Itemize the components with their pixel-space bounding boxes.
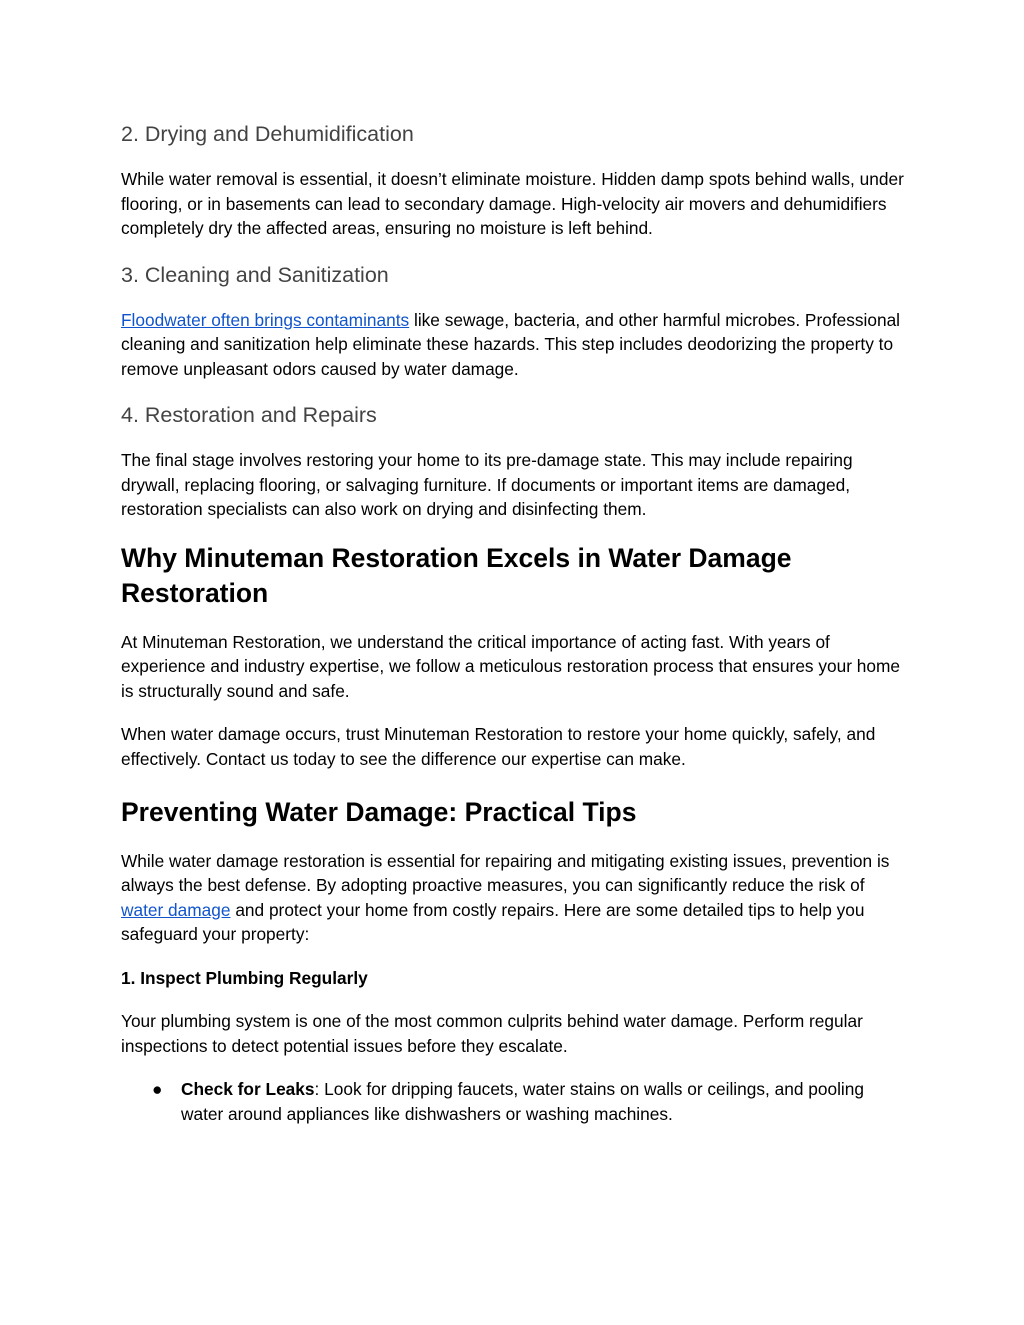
paragraph-why-2: When water damage occurs, trust Minuteman Restoration to restore your home quickly, safely, and effectively. Contact us today to see the difference our expertise can make.: [121, 724, 876, 769]
paragraph-cleaning: [121, 308, 911, 382]
paragraph-cleaning-text: like sewage, bacteria, and other harmful microbes. Professional cleaning and sanitization help eliminate these hazards. This step includes deodorizing the property to remove unpleasant odors caused by water damage.: [121, 309, 901, 379]
heading-cleaning: 3. Cleaning and Sanitization: [121, 262, 389, 287]
paragraph-drying: While water removal is essential, it doesn’t eliminate moisture. Hidden damp spots behind walls, under flooring, or in basements can lead to secondary damage. High-velocity air movers and dehumidifiers completely dry the affected areas, ensuring no moisture is left behind.: [121, 169, 904, 238]
list-item-title: Check for Leaks: [181, 1079, 315, 1099]
heading-why-minuteman: Why Minuteman Restoration Excels in Water Damage Restoration: [121, 542, 792, 608]
bullet-icon: ●: [152, 1079, 163, 1099]
paragraph-preventing-text-1: While water damage restoration is essential for repairing and mitigating existing issues, prevention is always the best defense. By adopting proactive measures, you can significantly reduce the risk of: [121, 850, 890, 895]
water-damage-link[interactable]: water damage: [121, 899, 231, 920]
paragraph-inspect-plumbing: Your plumbing system is one of the most common culprits behind water damage. Perform regular inspections to detect potential issues before they escalate.: [121, 1011, 863, 1056]
paragraph-preventing: [121, 849, 911, 947]
paragraph-preventing-text-2: and protect your home from costly repairs. Here are some detailed tips to help you safeguard your property:: [121, 899, 865, 944]
heading-drying: 2. Drying and Dehumidification: [121, 122, 414, 146]
heading-preventing: Preventing Water Damage: Practical Tips: [121, 797, 637, 827]
heading-inspect-plumbing: 1. Inspect Plumbing Regularly: [121, 967, 368, 988]
heading-restoration: 4. Restoration and Repairs: [121, 403, 377, 427]
list-item: [121, 1077, 911, 1126]
contaminants-link[interactable]: Floodwater often brings contaminants: [121, 309, 410, 330]
paragraph-restoration: The final stage involves restoring your home to its pre-damage state. This may include repairing drywall, replacing flooring, or salvaging furniture. If documents or important items are damaged, restoration specialists can also work on drying and disinfecting them.: [121, 450, 853, 519]
paragraph-why-1: At Minuteman Restoration, we understand the critical importance of acting fast. With years of experience and industry expertise, we follow a meticulous restoration process that ensures your home is structurally sound and safe.: [121, 631, 901, 701]
document-content: [121, 119, 911, 1126]
list-item-text: : Look for dripping faucets, water stains on walls or ceilings, and pooling water around appliances like dishwashers or washing machines.: [181, 1079, 864, 1124]
tips-list: [121, 1077, 911, 1126]
